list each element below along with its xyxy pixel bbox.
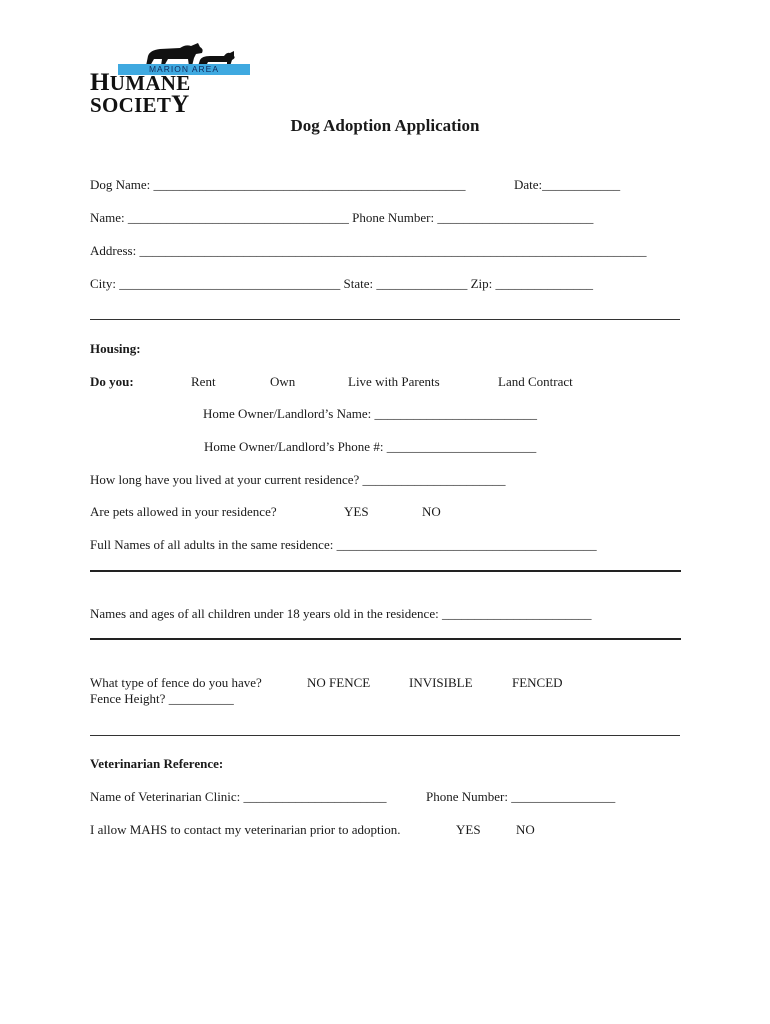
pets-allowed-yes[interactable]: YES xyxy=(344,504,369,519)
do-you-label: Do you: xyxy=(90,374,134,389)
logo-banner-text: MARION AREA xyxy=(148,64,220,74)
landlord-name-field[interactable]: Home Owner/Landlord’s Name: _________________________ xyxy=(203,406,537,421)
humane-society-logo xyxy=(88,42,280,118)
option-live-with-parents[interactable]: Live with Parents xyxy=(348,374,440,389)
city-state-zip-field[interactable]: City: __________________________________ State: ______________ Zip: _______________ xyxy=(90,276,594,291)
address-field[interactable]: Address: ______________________________________________________________________________ xyxy=(90,243,647,258)
pets-allowed-label: Are pets allowed in your residence? xyxy=(90,504,277,519)
name-phone-field[interactable]: Name: __________________________________ Phone Number: ________________________ xyxy=(90,210,594,225)
housing-heading: Housing: xyxy=(90,341,141,356)
dog-name-field[interactable]: Dog Name: ________________________________________________ xyxy=(90,177,466,192)
divider xyxy=(90,735,680,736)
vet-consent-yes[interactable]: YES xyxy=(456,822,481,837)
fence-option-invisible[interactable]: INVISIBLE xyxy=(409,675,473,690)
residence-duration-field[interactable]: How long have you lived at your current residence? ______________________ xyxy=(90,472,506,487)
fence-height-field[interactable]: Fence Height? __________ xyxy=(90,691,234,706)
option-own[interactable]: Own xyxy=(270,374,296,389)
fence-option-fenced[interactable]: FENCED xyxy=(512,675,563,690)
vet-consent-no[interactable]: NO xyxy=(516,822,535,837)
logo-initial: H xyxy=(90,69,110,96)
page-title: Dog Adoption Application xyxy=(290,116,480,135)
logo-word: UMANE SOCIET xyxy=(90,71,191,117)
vet-consent-label: I allow MAHS to contact my veterinarian prior to adoption. xyxy=(90,822,401,837)
pets-allowed-no[interactable]: NO xyxy=(422,504,441,519)
divider xyxy=(90,319,680,320)
fence-type-label: What type of fence do you have? xyxy=(90,675,262,690)
section-divider xyxy=(90,638,681,640)
fence-option-no-fence[interactable]: NO FENCE xyxy=(307,675,371,690)
vet-phone-field[interactable]: Phone Number: ________________ xyxy=(426,789,616,804)
vet-clinic-field[interactable]: Name of Veterinarian Clinic: ______________________ xyxy=(90,789,387,804)
section-divider xyxy=(90,570,681,572)
adults-names-field[interactable]: Full Names of all adults in the same residence: ________________________________________ xyxy=(90,537,597,552)
option-rent[interactable]: Rent xyxy=(191,374,216,389)
children-field[interactable]: Names and ages of all children under 18 years old in the residence: _______________________ xyxy=(90,606,592,621)
vet-heading: Veterinarian Reference: xyxy=(90,756,224,771)
logo-final: Y xyxy=(171,91,190,118)
date-field[interactable]: Date:____________ xyxy=(514,177,621,192)
landlord-phone-field[interactable]: Home Owner/Landlord’s Phone #: _______________________ xyxy=(204,439,537,454)
option-land-contract[interactable]: Land Contract xyxy=(498,374,573,389)
